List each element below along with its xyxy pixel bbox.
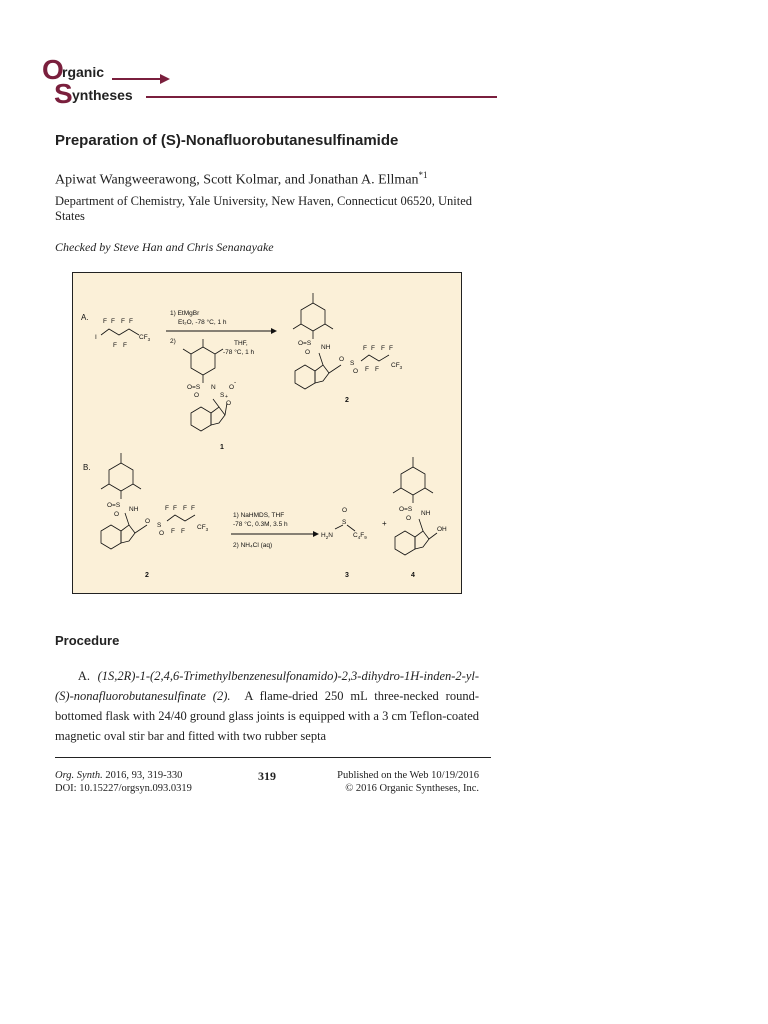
svg-text:F: F [129,318,133,325]
svg-text:O: O [159,530,165,537]
svg-text:O: O [339,356,345,363]
footer-citation [55,769,192,795]
logo-text-syntheses: yntheses [72,87,133,103]
svg-text:I: I [95,334,97,341]
svg-text:F: F [191,505,195,512]
footer-doi: DOI: 10.15227/orgsyn.093.0319 [55,783,192,794]
svg-text:-: - [234,379,237,386]
svg-text:O: O [226,400,232,407]
page-number: 319 [258,769,276,783]
footer-publication [300,769,479,795]
svg-text:NH: NH [321,344,331,351]
svg-text:S: S [350,360,355,367]
nonafluorobutyl-iodide-structure [101,329,139,335]
checked-by: Checked by Steve Han and Chris Senanayake [55,240,274,254]
footer-rule [55,757,491,758]
svg-text:F: F [165,505,169,512]
svg-text:S: S [220,392,225,399]
svg-text:F: F [183,505,187,512]
svg-text:F: F [121,318,125,325]
svg-text:O=S: O=S [107,502,121,509]
svg-text:CF3: $CF_3$ [139,334,151,342]
scheme-b-reagent-1b: -78 °C, 0.3M, 3.5 h [233,521,288,528]
svg-text:F: F [371,345,375,352]
svg-text:F: F [123,342,127,349]
compound-2a-label: 2 [345,397,349,404]
footer-published-date: Published on the Web 10/19/2016 [337,770,479,781]
svg-text:F: F [181,528,185,535]
scheme-b-reagent-1: 1) NaHMDS, THF [233,512,285,519]
svg-text:+: + [225,394,228,400]
svg-text:NH: NH [421,510,431,517]
svg-text:NH: NH [129,506,139,513]
footer-volume-pages: 2016, 93, 319-330 [105,770,183,781]
logo-letter-o: O [42,54,64,85]
svg-text:S: S [342,519,347,526]
author-list [55,170,428,189]
compound-1-atom-labels [187,379,236,407]
scheme-a-reagent-1: 1) EtMgBr [170,310,200,317]
compound-2a-atom-labels [298,340,403,375]
affiliation: Department of Chemistry, Yale University, New Haven, Connecticut 06520, United States [55,194,473,223]
footer-copyright: © 2016 Organic Syntheses, Inc. [345,783,479,794]
svg-text:O: O [114,511,120,518]
svg-text:F: F [365,366,369,373]
svg-text:F: F [363,345,367,352]
svg-text:F: F [171,528,175,535]
compound-4-atom-labels [399,506,447,533]
logo-text-organic: rganic [62,64,105,80]
scheme-a-reagent-1b: Et₂O, -78 °C, 1 h [178,319,227,326]
svg-text:O: O [145,518,151,525]
svg-text:C4F9: $C_4F_9$ [353,532,367,540]
svg-text:F: F [111,318,115,325]
compound-1-label: 1 [220,444,224,451]
svg-text:F: F [103,318,107,325]
svg-text:H2N: $H_2N$ [321,532,333,540]
svg-text:O: O [406,515,412,522]
footer-journal: Org. Synth. [55,770,103,781]
svg-text:O: O [342,507,348,514]
compound-4-label: 4 [411,572,415,579]
scheme-a-reagent-2: 2) [170,338,176,345]
compound-3-atom-labels [321,507,367,540]
scheme-part-b-label: B. [83,463,91,472]
svg-text:O: O [194,392,200,399]
svg-text:O: O [353,368,359,375]
svg-text:O: O [305,349,311,356]
svg-text:F: F [375,366,379,373]
article-title: Preparation of (S)-Nonafluorobutanesulfinamide [55,132,399,149]
procedure-step-name: (1S,2R)-1-(2,4,6-Trimethylbenzenesulfonamido)-2,3-dihydro-1H-inden-2-yl-(S)-nonafluorobutanesulfinate (2). [55,669,480,703]
logo-arrow-icon [112,74,170,84]
svg-text:O: O [229,384,235,391]
svg-text:F: F [381,345,385,352]
svg-text:O=S: O=S [187,384,201,391]
author-names: Apiwat Wangweerawong, Scott Kolmar, and Jonathan A. Ellman [55,172,419,188]
svg-text:CF3: $CF_3$ [391,362,403,370]
svg-text:F: F [173,505,177,512]
svg-text:CF3: $CF_3$ [197,524,209,532]
author-footnote-mark: *1 [418,170,428,180]
reaction-scheme [72,272,462,594]
procedure-step-label: A. [77,669,90,683]
organic-syntheses-logo [42,54,142,109]
svg-text:N: N [211,384,216,391]
compound-2b-atom-labels [107,502,209,537]
svg-text:O=S: O=S [399,506,413,513]
logo-letter-s: S [54,78,73,109]
compound-3-label: 3 [345,572,349,579]
svg-text:O=S: O=S [298,340,312,347]
scheme-a-reagent-2b: THF, [234,340,248,347]
scheme-part-a-label: A. [81,313,89,322]
procedure-step-text: A flame-dried 250 mL three-necked round-bottomed flask with 24/40 ground glass joints is equipped with a 3 cm Teflon-coated magnetic oval stir bar and fitted with two rubber septa [55,689,479,743]
svg-text:F: F [113,342,117,349]
scheme-plus-sign: + [382,519,387,528]
scheme-a-reagent-2c: -78 °C, 1 h [223,349,255,356]
compound-2b-label: 2 [145,572,149,579]
svg-text:OH: OH [437,526,447,533]
header-rule [146,96,497,98]
svg-text:S: S [157,522,162,529]
procedure-paragraph [55,666,479,746]
svg-text:F: F [389,345,393,352]
scheme-b-reagent-2: 2) NH₄Cl (aq) [233,542,273,549]
scheme-drawing [73,273,463,595]
procedure-heading: Procedure [55,633,120,648]
